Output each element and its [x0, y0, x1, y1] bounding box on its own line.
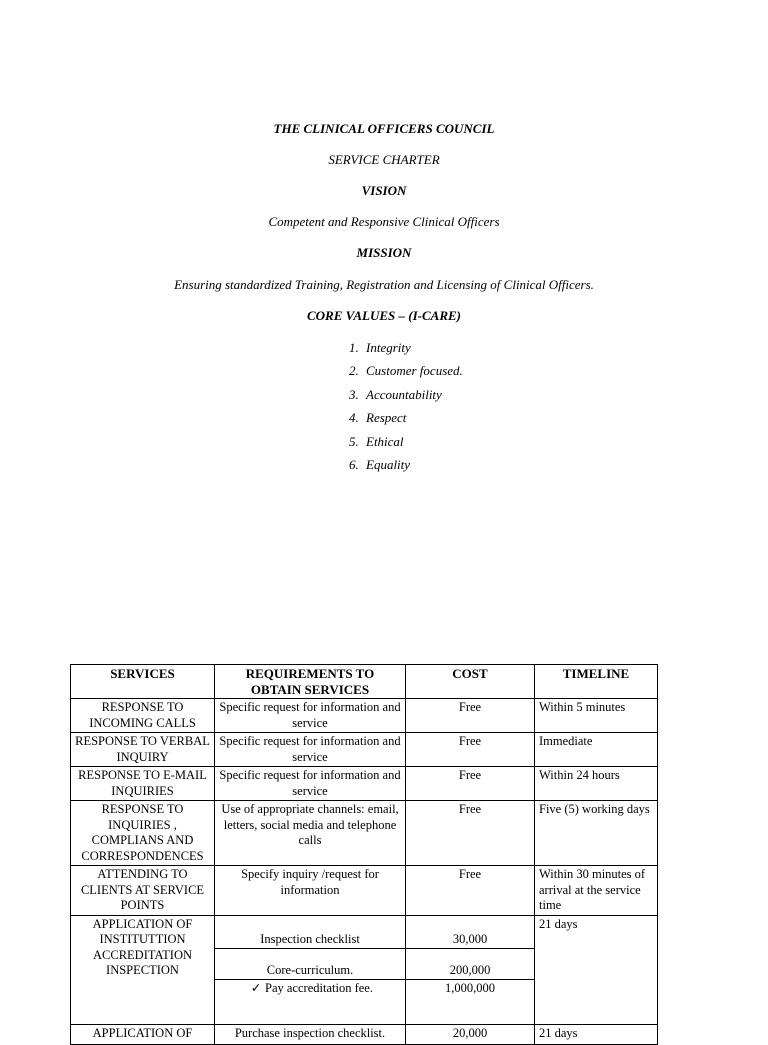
cost-cell: 1,000,000	[406, 980, 535, 1024]
timeline-cell: Within 24 hours	[535, 767, 658, 801]
service-charter-table	[70, 664, 658, 1045]
cost-cell: Free	[406, 767, 535, 801]
cost-cell: Free	[406, 733, 535, 767]
vision-heading: VISION	[361, 183, 407, 198]
timeline-cell: Within 30 minutes of arrival at the service time	[535, 866, 658, 916]
requirement-cell: Use of appropriate channels: email, letters, social media and telephone calls	[215, 801, 406, 866]
service-cell: RESPONSE TO E-MAIL INQUIRIES	[71, 767, 215, 801]
timeline-cell: 21 days	[535, 1024, 658, 1044]
header-services: SERVICES	[71, 665, 215, 699]
core-values-heading: CORE VALUES – (I-CARE)	[307, 308, 461, 323]
vision-text: Competent and Responsive Clinical Officers	[268, 214, 500, 229]
timeline-cell: 21 days	[535, 915, 658, 1024]
council-title: THE CLINICAL OFFICERS COUNCIL	[273, 121, 495, 136]
core-values-list	[349, 340, 463, 480]
table-row	[71, 1024, 658, 1044]
requirement-cell	[215, 980, 406, 1024]
charter-subtitle: SERVICE CHARTER	[328, 152, 440, 167]
service-cell: APPLICATION OF	[71, 1024, 215, 1044]
cost-cell: 200,000	[406, 949, 535, 980]
requirement-cell: Purchase inspection checklist.	[215, 1024, 406, 1044]
header-timeline: TIMELINE	[535, 665, 658, 699]
list-item: 1. Integrity	[349, 340, 411, 355]
table-row	[71, 733, 658, 767]
cost-cell: Free	[406, 801, 535, 866]
table-row	[71, 801, 658, 866]
requirement-cell: Specific request for information and service	[215, 699, 406, 733]
mission-text: Ensuring standardized Training, Registration and Licensing of Clinical Officers.	[174, 277, 594, 292]
table-row	[71, 866, 658, 916]
cost-cell: Free	[406, 866, 535, 916]
requirement-text: Pay accreditation fee.	[265, 981, 373, 996]
service-cell: ATTENDING TO CLIENTS AT SERVICE POINTS	[71, 866, 215, 916]
header-cost: COST	[406, 665, 535, 699]
requirement-cell: Core-curriculum.	[215, 949, 406, 980]
table-row	[71, 915, 658, 949]
header-requirements: REQUIREMENTS TO OBTAIN SERVICES	[215, 665, 406, 699]
list-item: 4. Respect	[349, 410, 407, 426]
list-item: 3. Accountability	[349, 386, 442, 402]
requirement-cell: Specific request for information and service	[215, 733, 406, 767]
table-row	[71, 767, 658, 801]
requirement-cell: Specify inquiry /request for information	[215, 866, 406, 916]
list-item: 2. Customer focused.	[349, 363, 463, 379]
timeline-cell: Within 5 minutes	[535, 699, 658, 733]
cost-cell: 20,000	[406, 1024, 535, 1044]
timeline-cell: Immediate	[535, 733, 658, 767]
service-cell: APPLICATION OF INSTITUTTION ACCREDITATION INSPECTION	[71, 915, 215, 1024]
table-header-row	[71, 665, 658, 699]
service-cell: RESPONSE TO VERBAL INQUIRY	[71, 733, 215, 767]
service-cell: RESPONSE TO INCOMING CALLS	[71, 699, 215, 733]
service-cell: RESPONSE TO INQUIRIES , COMPLIANS AND CORRESPONDENCES	[71, 801, 215, 866]
list-item: 5. Ethical	[349, 433, 404, 449]
requirement-cell: Specific request for information and service	[215, 767, 406, 801]
requirement-cell: Inspection checklist	[215, 915, 406, 949]
mission-heading: MISSION	[356, 245, 412, 260]
cost-cell: Free	[406, 699, 535, 733]
table-row	[71, 699, 658, 733]
checkmark-icon: ✓	[250, 981, 262, 996]
list-item: 6. Equality	[349, 456, 411, 472]
cost-cell: 30,000	[406, 915, 535, 949]
timeline-cell: Five (5) working days	[535, 801, 658, 866]
